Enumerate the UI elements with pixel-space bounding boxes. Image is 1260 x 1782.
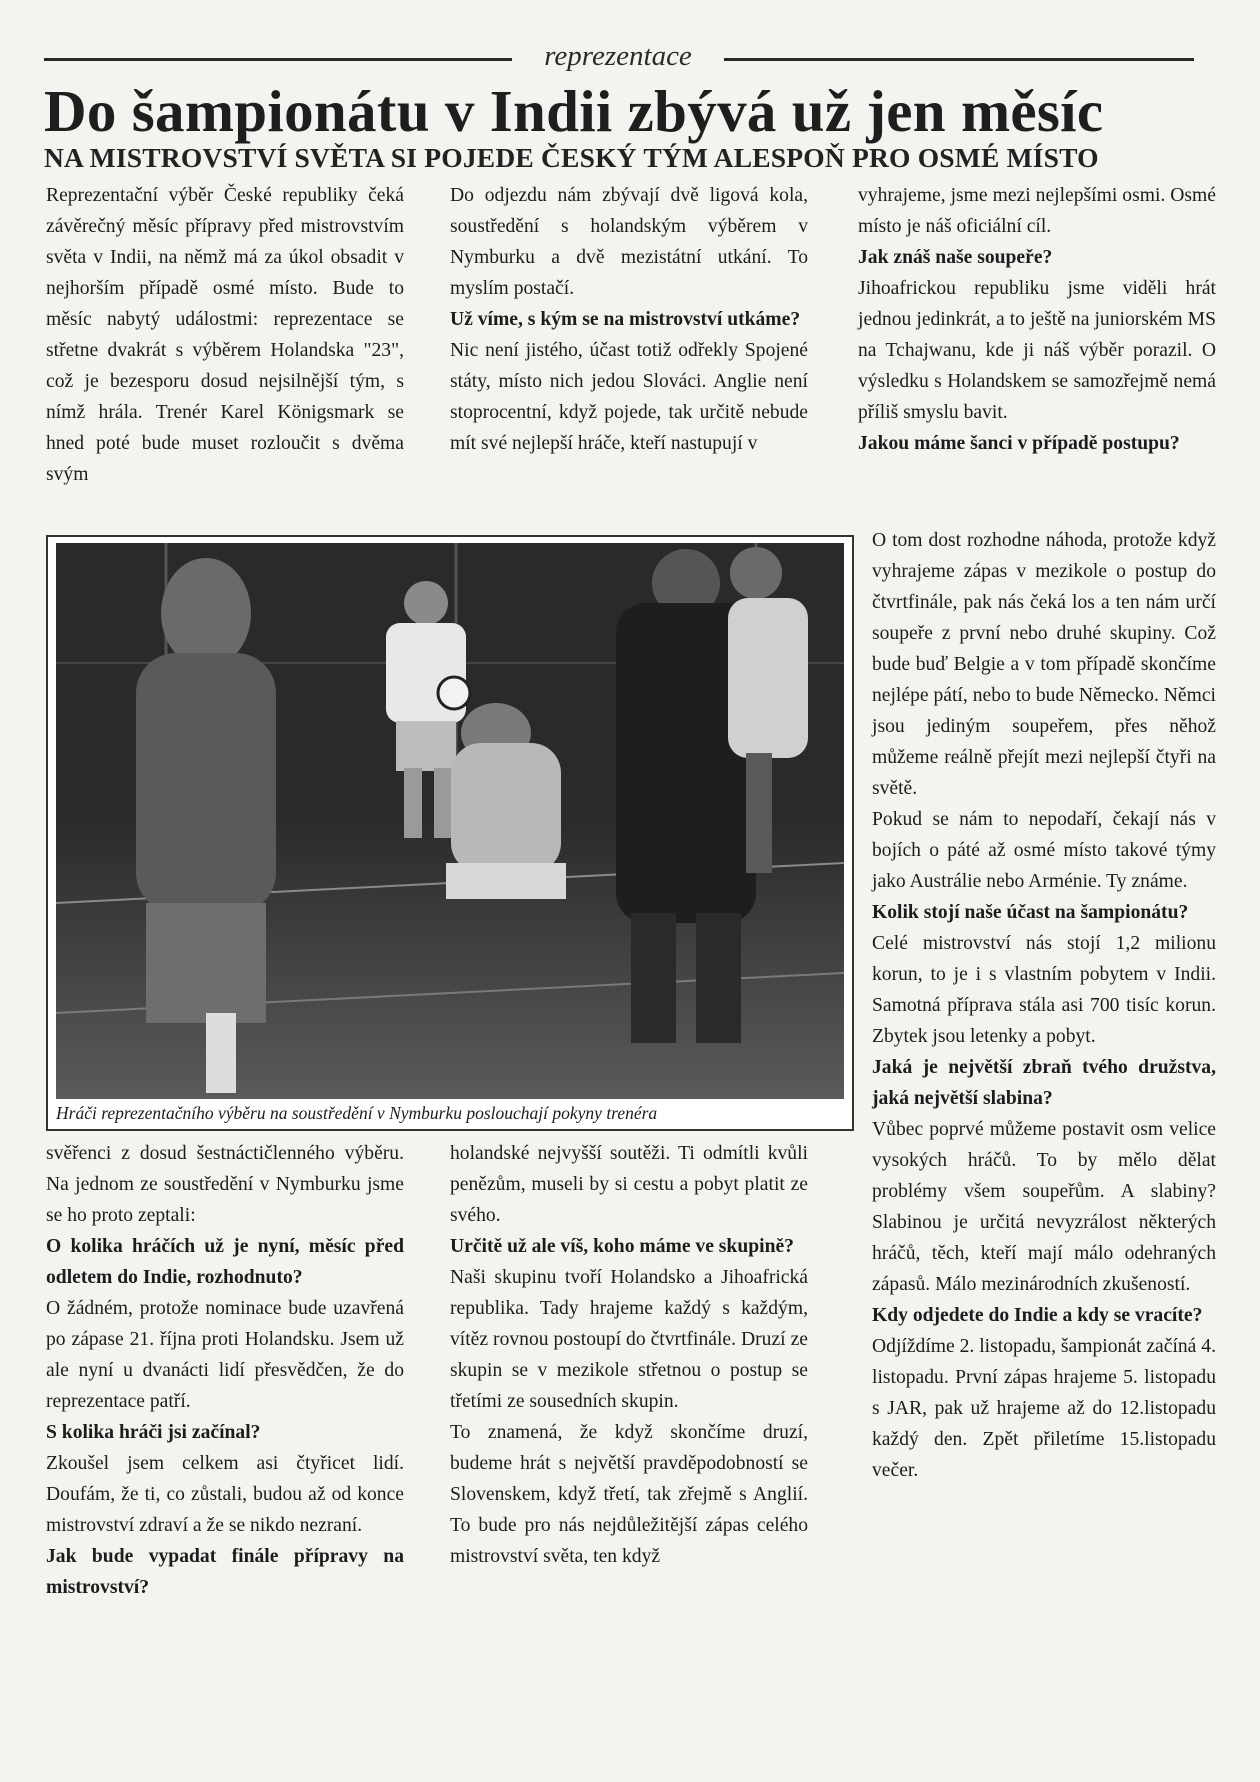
- question-heading: Jak znáš naše soupeře?: [858, 247, 1053, 268]
- answer-paragraph: holandské nejvyšší soutěži. Ti odmítli kvůli penězům, museli by si cestu a pobyt platit ze svého.: [450, 1143, 808, 1226]
- answer-paragraph: Do odjezdu nám zbývají dvě ligová kola, soustředění s holandským výběrem v Nymburku a dvě mezistátní utkání. To myslím postačí.: [450, 185, 808, 299]
- column-2-top: [450, 180, 808, 459]
- answer-paragraph: O tom dost rozhodne náhoda, protože když vyhrajeme zápas v mezikole o postup do čtvrtfinále, pak nás čeká los a ten nám určí soupeře z první nebo druhé skupiny. Což bude buď Belgie a v tom případě skončíme nejlépe pátí, nebo to bude Německo. Němci jsou jediným soupeřem, přes něhož můžeme reálně přejít mezi nejlepší čtyři na světě.: [872, 530, 1216, 799]
- headline: Do šampionátu v Indii zbývá už jen měsíc: [44, 78, 1104, 144]
- photo-caption: Hráči reprezentačního výběru na soustředění v Nymburku poslouchají pokyny trenéra: [56, 1103, 658, 1123]
- question-heading: Jak bude vypadat finále přípravy na mistrovství?: [46, 1546, 404, 1598]
- team-photo: [56, 543, 844, 1099]
- answer-paragraph: Odjíždíme 2. listopadu, šampionát začíná 4. listopadu. První zápas hrajeme 5. listopadu s JAR, pak už hrajeme až do 12.listopadu každý den. Zpět přiletíme 15.listopadu večer.: [872, 1336, 1216, 1481]
- question-heading: Už víme, s kým se na mistrovství utkáme?: [450, 309, 801, 330]
- column-1-bottom: [46, 1138, 404, 1603]
- column-3-bottom: [872, 525, 1216, 1486]
- question-heading: S kolika hráči jsi začínal?: [46, 1422, 261, 1443]
- answer-paragraph: Jihoafrickou republiku jsme viděli hrát jednou jedinkrát, a to ještě na juniorském MS na Tchajwanu, kde ji náš výběr porazil. O výsledku s Holandskem se samozřejmě nemá příliš smyslu bavit.: [858, 278, 1216, 423]
- column-1-top: [46, 180, 404, 490]
- answer-paragraph: Naši skupinu tvoří Holandsko a Jihoafrická republika. Tady hrajeme každý s každým, vítěz rovnou postoupí do čtvrtfinále. Druzí ze skupin se v mezikole střetnou o postup se třetími ze sousedních skupin.: [450, 1267, 808, 1412]
- section-label: reprezentace: [544, 40, 692, 72]
- answer-paragraph: svěřenci z dosud šestnáctičlenného výběru. Na jednom ze soustředění v Nymburku jsme se ho proto zeptali:: [46, 1143, 404, 1226]
- section-rule-right: [724, 58, 1194, 61]
- question-heading: Kolik stojí naše účast na šampionátu?: [872, 902, 1189, 923]
- column-3-top: [858, 180, 1216, 459]
- answer-paragraph: vyhrajeme, jsme mezi nejlepšími osmi. Osmé místo je náš oficiální cíl.: [858, 185, 1216, 237]
- answer-paragraph: O žádném, protože nominace bude uzavřená po zápase 21. října proti Holandsku. Jsem už ale nyní u dvanácti lidí přesvědčen, že do reprezentace patří.: [46, 1298, 404, 1412]
- photo-frame: [46, 535, 854, 1131]
- question-heading: Kdy odjedete do Indie a kdy se vracíte?: [872, 1305, 1203, 1326]
- answer-paragraph: Nic není jistého, účast totiž odřekly Spojené státy, místo nich jedou Slováci. Anglie není stoprocentní, když pojede, tak určitě nebude mít své nejlepší hráče, kteří nastupují v: [450, 340, 808, 454]
- subheadline: NA MISTROVSTVÍ SVĚTA SI POJEDE ČESKÝ TÝM ALESPOŇ PRO OSMÉ MÍSTO: [44, 142, 1099, 173]
- section-rule-left: [44, 58, 512, 61]
- answer-paragraph: To znamená, že když skončíme druzí, budeme hrát s největší pravděpodobností se Slovenskem, když třetí, tak zřejmě s Anglií. To bude pro nás nejdůležitější zápas celého mistrovství světa, ten když: [450, 1422, 808, 1567]
- lead-paragraph: Reprezentační výběr České republiky čeká závěrečný měsíc přípravy před mistrovstvím světa v Indii, na němž má za úkol obsadit v nejhorším případě osmé místo. Bude to měsíc nabytý událostmi: reprezentace se střetne dvakrát s výběrem Holandska "23", což je bezesporu dosud nejsilnější tým, s nímž hrála. Trenér Karel Königsmark se hned poté bude muset rozloučit s dvěma svým: [46, 185, 404, 485]
- question-heading: Určitě už ale víš, koho máme ve skupině?: [450, 1236, 794, 1257]
- answer-paragraph: Zkoušel jsem celkem asi čtyřicet lidí. Doufám, že ti, co zůstali, budou až od konce mistrovství zdraví a že se nikdo nezraní.: [46, 1453, 404, 1536]
- answer-paragraph: Vůbec poprvé můžeme postavit osm velice vysokých hráčů. To by mělo dělat problémy všem soupeřům. A slabiny? Slabinou je určitá nevyzrálost některých hráčů, těch, kteří mají málo odehraných zápasů. Málo mezinárodních zkušeností.: [872, 1119, 1216, 1295]
- question-heading: O kolika hráčích už je nyní, měsíc před odletem do Indie, rozhodnuto?: [46, 1236, 404, 1288]
- answer-paragraph: Pokud se nám to nepodaří, čekají nás v bojích o páté až osmé místo takové týmy jako Austrálie nebo Arménie. Ty známe.: [872, 809, 1216, 892]
- question-heading: Jaká je největší zbraň tvého družstva, jaká největší slabina?: [872, 1057, 1216, 1109]
- answer-paragraph: Celé mistrovství nás stojí 1,2 milionu korun, to je i s vlastním pobytem v Indii. Samotná příprava stála asi 700 tisíc korun. Zbytek jsou letenky a pobyt.: [872, 933, 1216, 1047]
- photo-illustration: [56, 543, 844, 1099]
- column-2-bottom: [450, 1138, 808, 1572]
- question-heading: Jakou máme šanci v případě postupu?: [858, 433, 1180, 454]
